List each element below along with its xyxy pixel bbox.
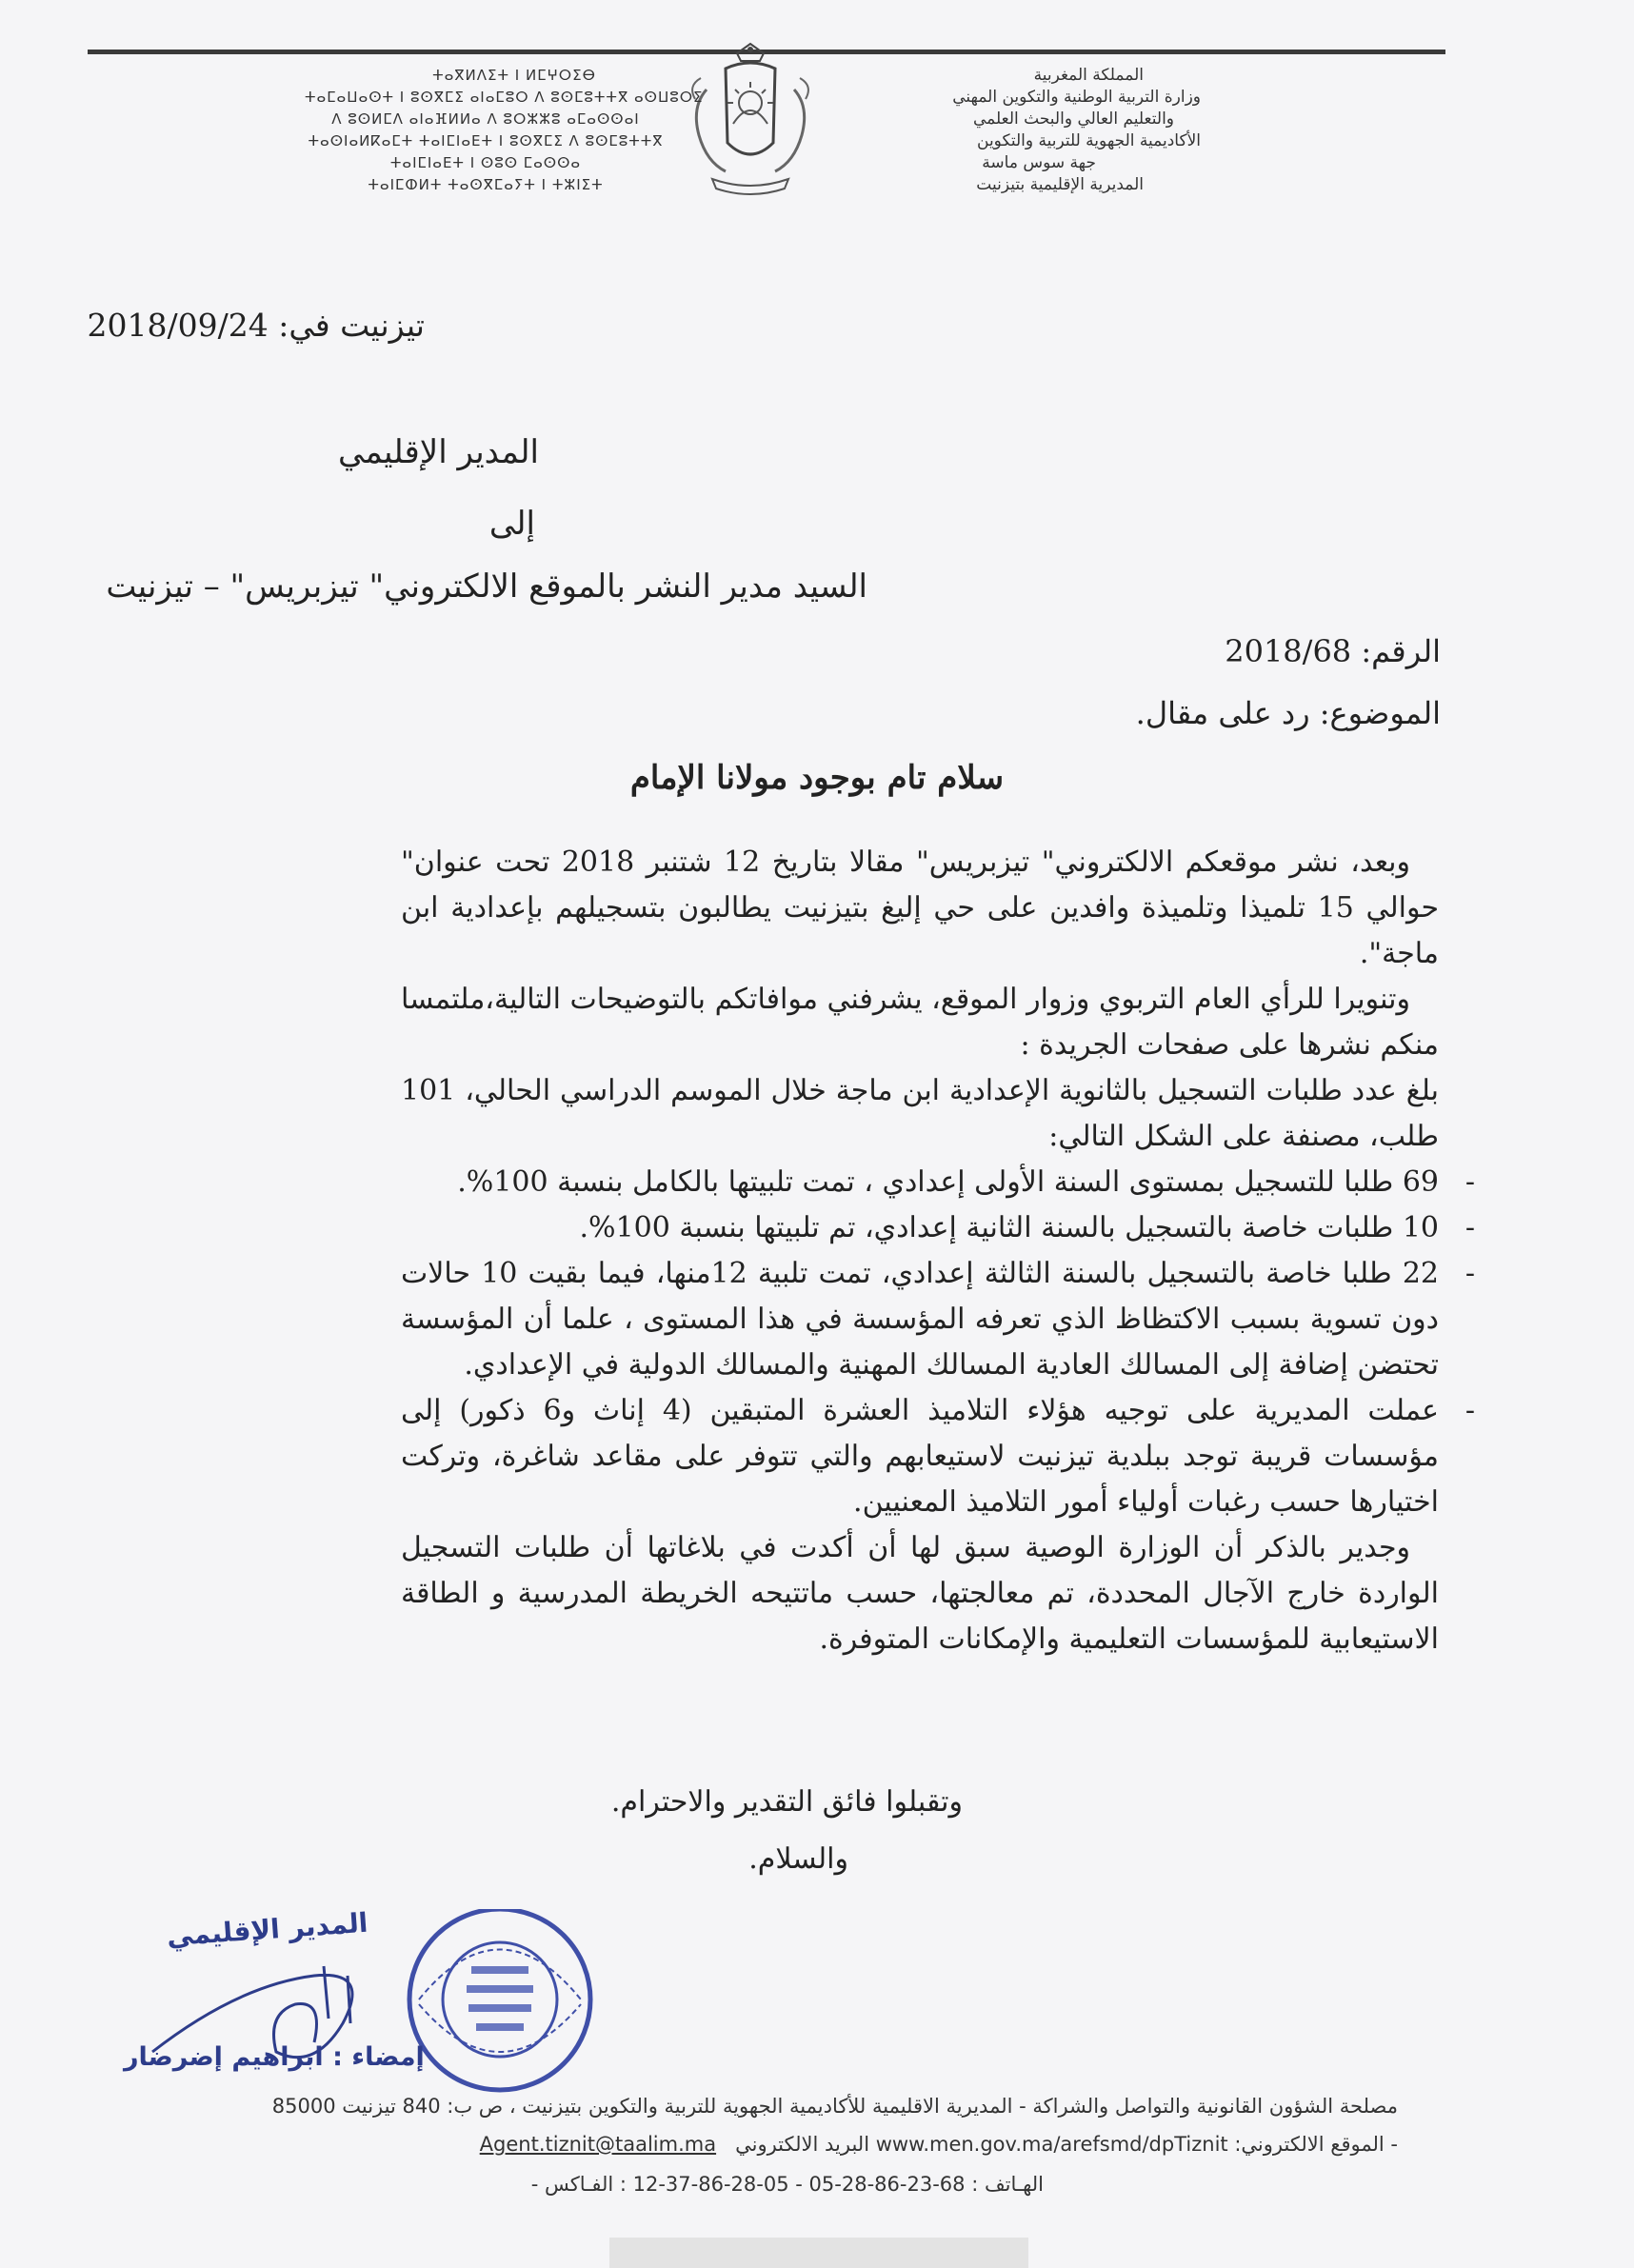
body-paragraph: وجدير بالذكر أن الوزارة الوصية سبق لها أن أكدت في بلاغاتها أن طلبات التسجيل الواردة خارج الآجال المحددة، تم معالجتها، حسب ماتتيحه الخريطة المدرسية و الطاقة الاستيعابية للمؤسسات التعليمية والإمكانات المتوفرة. (401, 1531, 1439, 1656)
sender: المدير الإقليمي (338, 433, 539, 471)
tifinagh-letterhead (305, 65, 704, 196)
list-item: - 69 طلبا للتسجيل بمستوى السنة الأولى إعدادي ، تمت تلبيتها بالكامل بنسبة 100%. (401, 1160, 1439, 1205)
letter-date: تيزنيت في: 2018/09/24 (87, 307, 425, 344)
email-label: البريد الالكتروني (735, 2133, 870, 2156)
website-link[interactable]: www.men.gov.ma/arefsmd/dpTiznit (875, 2133, 1228, 2156)
body-paragraph: وتنويرا للرأي العام التربوي وزوار الموقع، يشرفني موافاتكم بالتوضيحات التالية،ملتمسا منكم نشرها على صفحات الجريدة : (401, 983, 1439, 1062)
moroccan-coat-of-arms-icon (678, 40, 823, 200)
addressee: السيد مدير النشر بالموقع الالكتروني" تيزبريس" – تيزنيت (106, 567, 867, 606)
list-item: - 22 طلبا خاصة بالتسجيل بالسنة الثالثة إعدادي، تمت تلبية 12منها، فيما بقيت 10 حالات دون تسوية بسبب الاكتظاظ الذي تعرفه المؤسسة في هذا المستوى ، علما أن المؤسسة تحتضن إضافة إلى المسالك العادية المسالك المهنية والمسالك الدولية في الإعدادي. (401, 1251, 1439, 1388)
letterhead-line: جهة سوس ماسة (982, 153, 1096, 172)
signatory-name: إمضاء : ابراهيم إضرضار (124, 2042, 425, 2072)
letterhead-line: المديرية الإقليمية بتيزنيت (976, 175, 1144, 194)
sign-off: والسلام. (748, 1842, 848, 1876)
letter-body (401, 840, 1439, 1662)
list-item: - عملت المديرية على توجيه هؤلاء التلاميذ العشرة المتبقين (4 إناث و6 ذكور) إلى مؤسسات قريبة توجد ببلدية تيزنيت لاستيعابهم والتي تتوفر على مقاعد شاغرة، وتركت اختيارها حسب رغبات أولياء أمور التلاميذ المعنيين. (401, 1388, 1439, 1525)
arabic-letterhead (801, 65, 1201, 196)
letterhead-line: ⵜⴰⵙⵏⴰⵍⴽⴰⵎⵜ ⵜⴰⵏⵎⵏⴰⴹⵜ ⵏ ⵓⵙⴳⵎⵉ ⴷ ⵓⵙⵎⵓⵜⵜⴳ (308, 132, 664, 149)
footer-phone-fax: الهـاتف : 68-23-86-28-05 - 05-28-86-37-12 : الفـاكس - (530, 2173, 1044, 2196)
letterhead-line: ⵜⴰⵏⵎⵏⴰⴹⵜ ⵏ ⵙⵓⵙ ⵎⴰⵙⵙⴰ (389, 154, 582, 171)
letterhead-line: وزارة التربية الوطنية والتكوين المهني (952, 88, 1201, 107)
letterhead-line: المملكة المغربية (1033, 66, 1144, 85)
letterhead-line: ⴷ ⵓⵙⵍⵎⴷ ⴰⵏⴰⴼⵍⵍⴰ ⴷ ⵓⵔⵣⵣⵓ ⴰⵎⴰⵙⵙⴰⵏ (331, 110, 640, 128)
letterhead-line: ⵜⴰⵎⴰⵡⴰⵙⵜ ⵏ ⵓⵙⴳⵎⵉ ⴰⵏⴰⵎⵓⵔ ⴷ ⵓⵙⵎⵓⵜⵜⴳ ⴰⵙⵡⵓⵔⵉ (305, 89, 704, 106)
subject-line: الموضوع: رد على مقال. (1135, 695, 1441, 731)
letterhead-line: ⵜⴰⴳⵍⴷⵉⵜ ⵏ ⵍⵎⵖⵔⵉⴱ (432, 67, 596, 84)
footer-contacts (160, 2133, 1398, 2156)
signatory-title: المدير الإقليمي (166, 1906, 369, 1953)
reference-number: الرقم: 2018/68 (1225, 633, 1441, 669)
letterhead-line: والتعليم العالي والبحث العلمي (973, 109, 1174, 129)
body-paragraph: وبعد، نشر موقعكم الالكتروني" تيزبريس" مقالا بتاريخ 12 شتنبر 2018 تحت عنوان" حوالي 15 تلميذا وتلميذة وافدين على حي إليغ بتيزنيت يطالبون بتسجيلهم بإعدادية ابن ماجة". (401, 846, 1439, 970)
greeting: سلام تام بوجود مولانا الإمام (629, 759, 1005, 797)
email-link[interactable]: Agent.tiznit@taalim.ma (479, 2133, 717, 2156)
body-paragraph: بلغ عدد طلبات التسجيل بالثانوية الإعدادية ابن ماجة خلال الموسم الدراسي الحالي، 101 طلب، مصنفة على الشكل التالي: (401, 1074, 1439, 1153)
footer-address: مصلحة الشؤون القانونية والتواصل والشراكة - المديرية الاقليمية للأكاديمية الجهوية للتربية والتكوين بتيزنيت ، ص ب: 840 تيزنيت 85000 (271, 2095, 1398, 2118)
letterhead-line: الأكاديمية الجهوية للتربية والتكوين (977, 131, 1201, 150)
official-stamp-icon (409, 1909, 590, 2090)
to-label: إلى (488, 505, 535, 543)
scan-edge (609, 2238, 1028, 2268)
request-breakdown-list (401, 1160, 1439, 1525)
list-item: - 10 طلبات خاصة بالتسجيل بالسنة الثانية إعدادي، تم تلبيتها بنسبة 100%. (401, 1205, 1439, 1251)
closing-formula: وتقبلوا فائق التقدير والاحترام. (610, 1785, 963, 1819)
letterhead-line: ⵜⴰⵏⵎⵀⵍⵜ ⵜⴰⵙⴳⵎⴰⵢⵜ ⵏ ⵜⵣⵏⵉⵜ (368, 176, 604, 193)
website-label: - الموقع الالكتروني: (1234, 2133, 1398, 2156)
